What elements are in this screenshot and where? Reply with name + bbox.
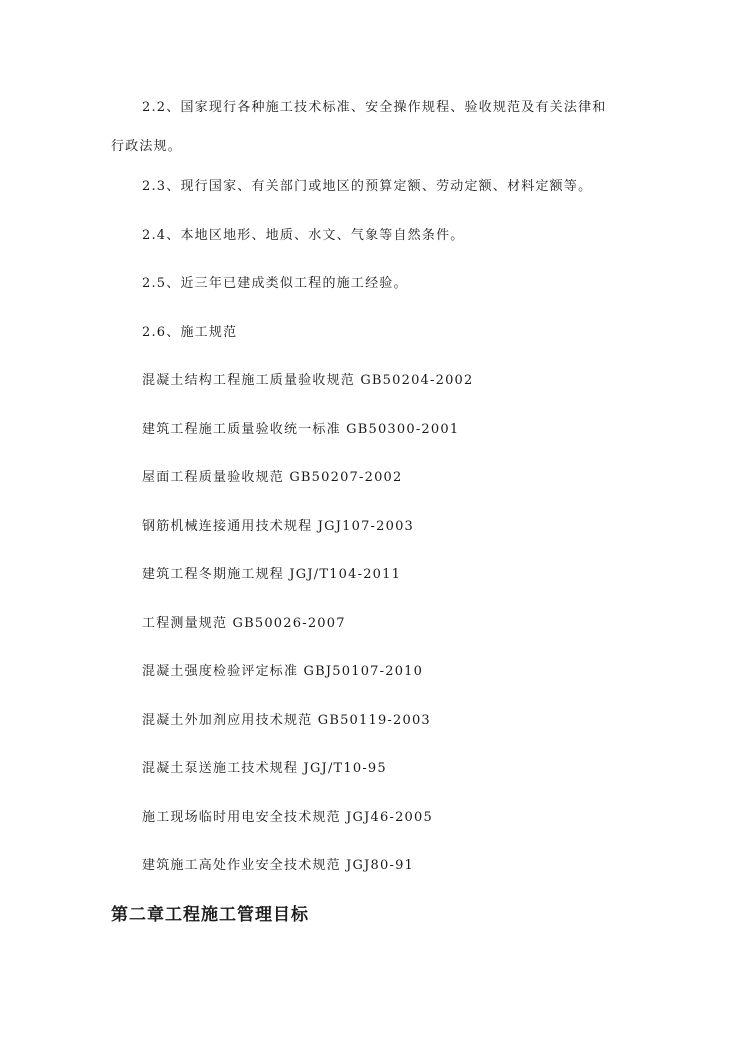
standard-item: 混凝土结构工程施工质量验收规范 GB50204-2002 [142, 373, 474, 388]
paragraph-2-6: 2.6、施工规范 [142, 325, 238, 340]
standard-item: 混凝土泵送施工技术规程 JGJ/T10-95 [142, 761, 387, 776]
chapter-heading: 第二章工程施工管理目标 [111, 905, 309, 925]
standard-item: 混凝土外加剂应用技术规范 GB50119-2003 [142, 713, 431, 728]
paragraph-2-2-line1: 2.2、国家现行各种施工技术标准、安全操作规程、验收规范及有关法律和 [142, 100, 607, 115]
paragraph-2-5: 2.5、近三年已建成类似工程的施工经验。 [142, 276, 408, 291]
standard-item: 建筑工程施工质量验收统一标准 GB50300-2001 [142, 422, 460, 437]
standard-item: 建筑工程冬期施工规程 JGJ/T104-2011 [142, 567, 402, 582]
standard-item: 建筑施工高处作业安全技术规范 JGJ80-91 [142, 858, 415, 873]
standard-item: 工程测量规范 GB50026-2007 [142, 616, 346, 631]
paragraph-2-2-line2: 行政法规。 [111, 139, 183, 154]
standard-item: 钢筋机械连接通用技术规程 JGJ107-2003 [142, 519, 415, 534]
standard-item: 混凝土强度检验评定标准 GBJ50107-2010 [142, 664, 424, 679]
standard-item: 施工现场临时用电安全技术规范 JGJ46-2005 [142, 810, 433, 825]
standard-item: 屋面工程质量验收规范 GB50207-2002 [142, 470, 403, 485]
paragraph-2-3: 2.3、现行国家、有关部门或地区的预算定额、劳动定额、材料定额等。 [142, 179, 593, 194]
paragraph-2-4: 2.4、本地区地形、地质、水文、气象等自然条件。 [142, 228, 465, 243]
